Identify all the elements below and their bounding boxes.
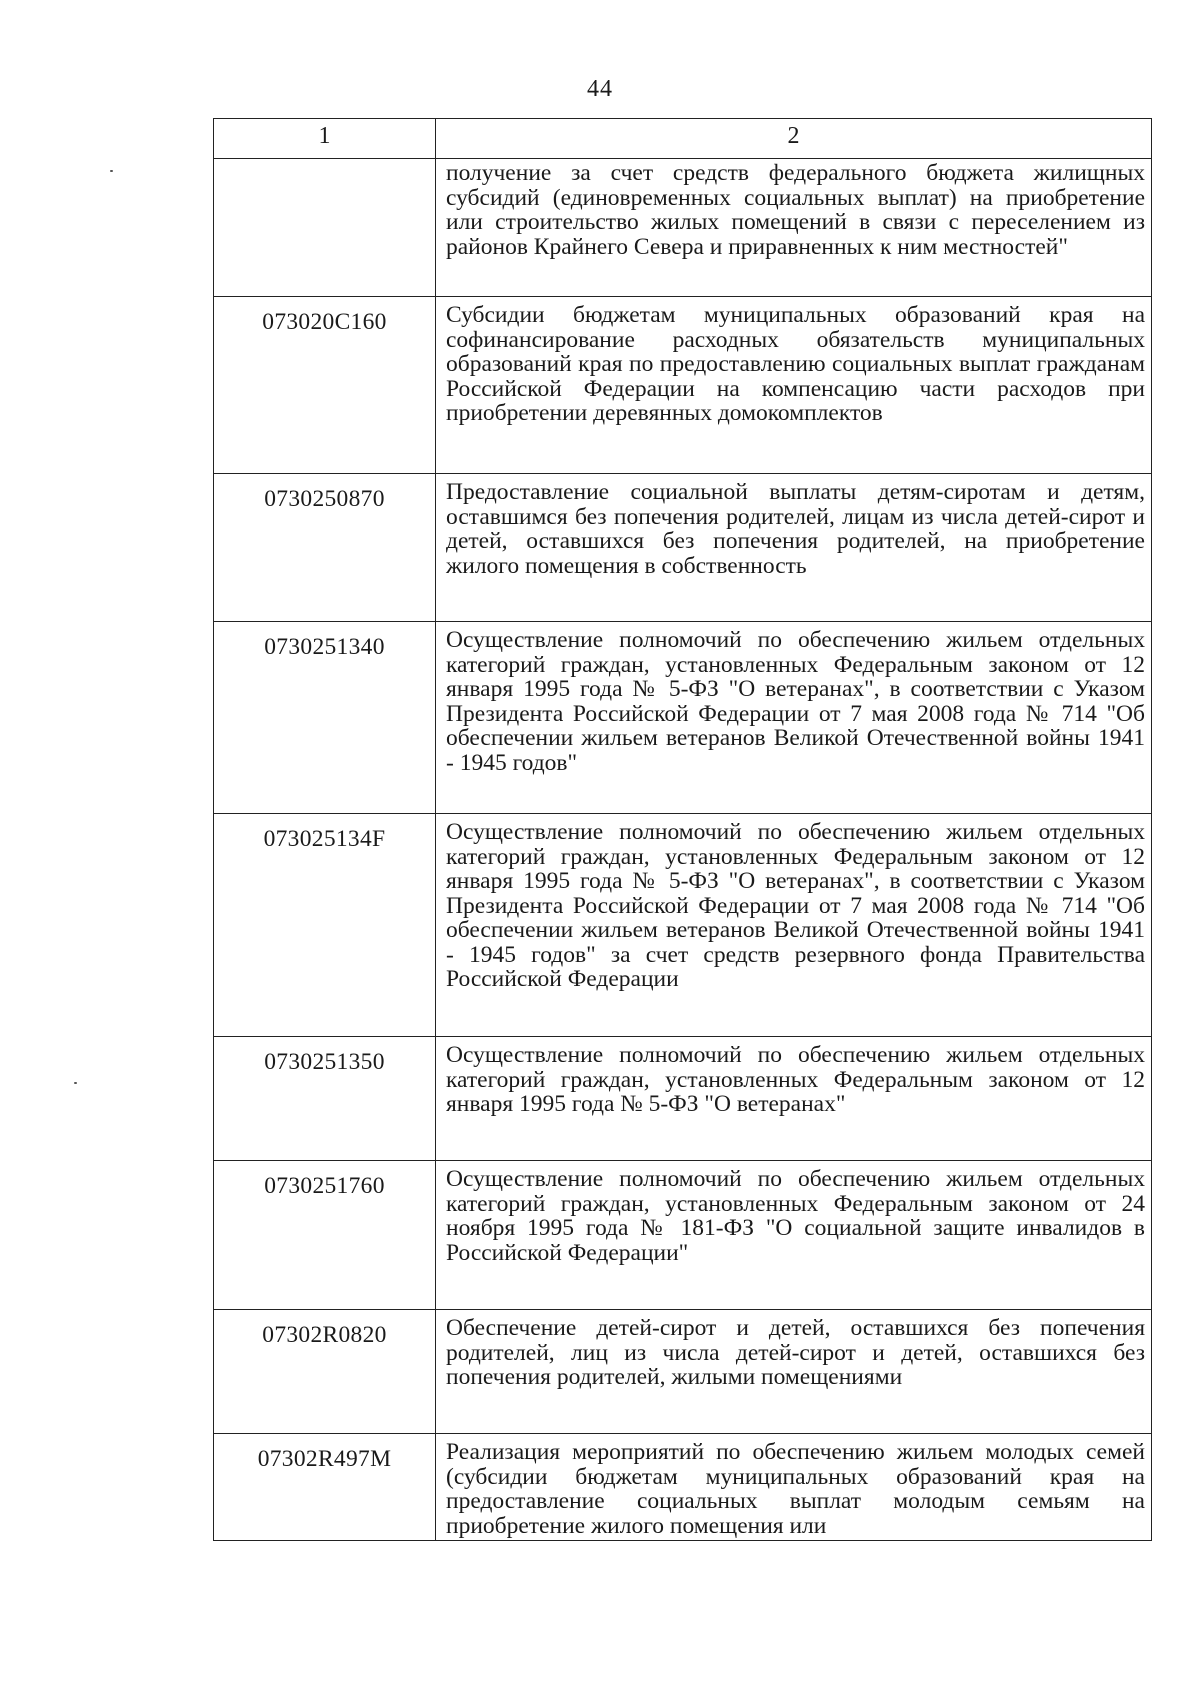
row-description: получение за счет средств федерального бюджета жилищных субсидий (единовременных социальных выплат) на приобретение или строительство жилых помещений в связи с переселением из районов Крайнего Севера и приравненных к ним местностей" — [436, 159, 1152, 297]
budget-classification-table — [213, 118, 1152, 1541]
scan-speck — [74, 1082, 77, 1084]
column-header-description: 2 — [436, 119, 1152, 159]
row-code: 0730251340 — [214, 622, 436, 814]
row-code — [214, 159, 436, 297]
row-description: Предоставление социальной выплаты детям-сиротам и детям, оставшимся без попечения родителей, лицам из числа детей-сирот и детей, оставшихся без попечения родителей, на приобретение жилого помещения в собственность — [436, 474, 1152, 622]
row-description: Осуществление полномочий по обеспечению жильем отдельных категорий граждан, установленных Федеральным законом от 24 ноября 1995 года № 181-ФЗ "О социальной защите инвалидов в Российской Федерации" — [436, 1161, 1152, 1310]
row-description: Осуществление полномочий по обеспечению жильем отдельных категорий граждан, установленных Федеральным законом от 12 января 1995 года № 5-ФЗ "О ветеранах", в соответствии с Указом Президента Российской Федерации от 7 мая 2008 года № 714 "Об обеспечении жильем ветеранов Великой Отечественной войны 1941 - 1945 годов" — [436, 622, 1152, 814]
table-row — [214, 814, 1152, 1037]
row-code: 073020С160 — [214, 297, 436, 474]
row-code: 0730251350 — [214, 1037, 436, 1161]
table-row — [214, 159, 1152, 297]
table-row — [214, 297, 1152, 474]
table-row — [214, 1310, 1152, 1434]
page-number: 44 — [587, 76, 613, 102]
row-code: 0730251760 — [214, 1161, 436, 1310]
row-code: 07302R497M — [214, 1434, 436, 1541]
row-code: 0730250870 — [214, 474, 436, 622]
scan-speck — [110, 170, 113, 172]
table-row — [214, 474, 1152, 622]
row-code: 073025134F — [214, 814, 436, 1037]
table-body — [214, 159, 1152, 1541]
row-description: Субсидии бюджетам муниципальных образований края на софинансирование расходных обязательств муниципальных образований края по предоставлению социальных выплат гражданам Российской Федерации на компенсацию части расходов при приобретении деревянных домокомплектов — [436, 297, 1152, 474]
row-description: Обеспечение детей-сирот и детей, оставшихся без попечения родителей, лиц из числа детей-сирот и детей, оставшихся без попечения родителей, жилыми помещениями — [436, 1310, 1152, 1434]
table-row — [214, 622, 1152, 814]
column-header-code: 1 — [214, 119, 436, 159]
row-description: Осуществление полномочий по обеспечению жильем отдельных категорий граждан, установленных Федеральным законом от 12 января 1995 года № 5-ФЗ "О ветеранах", в соответствии с Указом Президента Российской Федерации от 7 мая 2008 года № 714 "Об обеспечении жильем ветеранов Великой Отечественной войны 1941 - 1945 годов" за счет средств резервного фонда Правительства Российской Федерации — [436, 814, 1152, 1037]
table-row — [214, 1161, 1152, 1310]
table-header — [214, 119, 1152, 159]
table-header-row — [214, 119, 1152, 159]
row-description: Осуществление полномочий по обеспечению жильем отдельных категорий граждан, установленных Федеральным законом от 12 января 1995 года № 5-ФЗ "О ветеранах" — [436, 1037, 1152, 1161]
table-row — [214, 1434, 1152, 1541]
table-row — [214, 1037, 1152, 1161]
row-description: Реализация мероприятий по обеспечению жильем молодых семей (субсидии бюджетам муниципальных образований края на предоставление социальных выплат молодым семьям на приобретение жилого помещения или — [436, 1434, 1152, 1541]
row-code: 07302R0820 — [214, 1310, 436, 1434]
